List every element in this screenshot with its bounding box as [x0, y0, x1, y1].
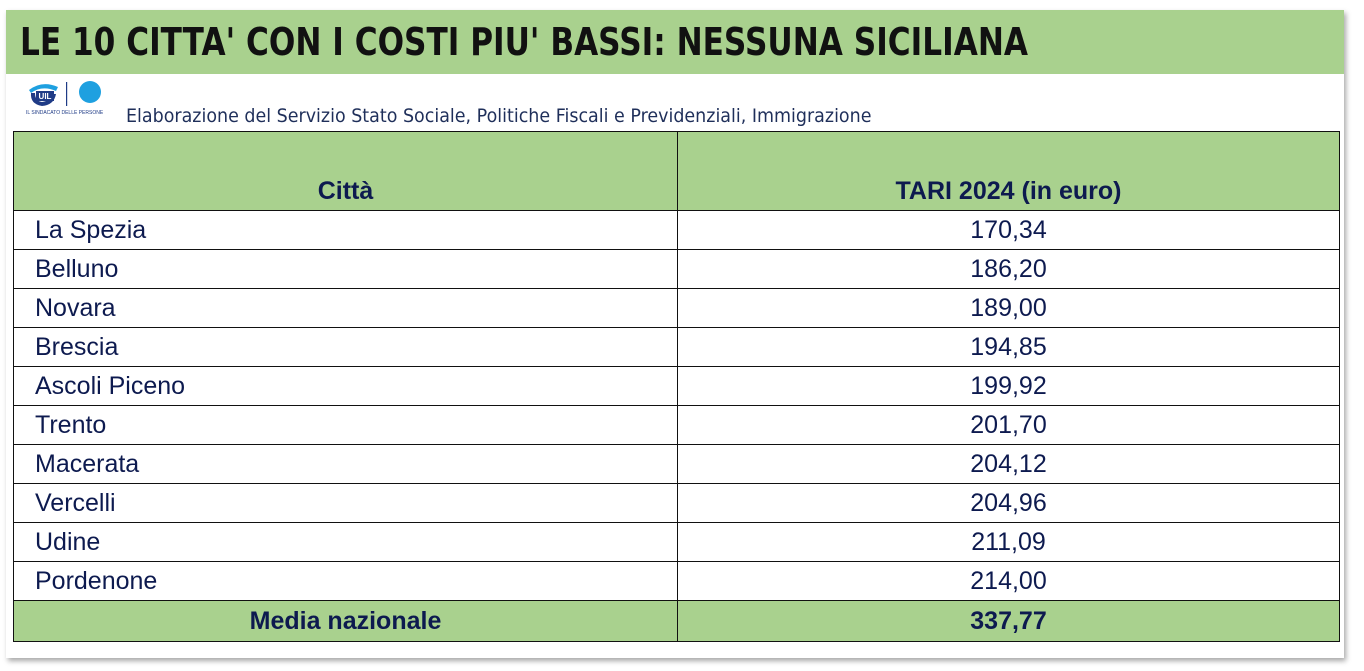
- table-header-row: [14, 132, 1340, 211]
- row-value: 199,92: [678, 367, 1340, 406]
- footer-value: 337,77: [678, 601, 1340, 642]
- row-value: 204,96: [678, 484, 1340, 523]
- row-value: 204,12: [678, 445, 1340, 484]
- row-city: La Spezia: [14, 211, 678, 250]
- row-city: Ascoli Piceno: [14, 367, 678, 406]
- header-tari: TARI 2024 (in euro): [678, 132, 1340, 211]
- uil-logo-icon: [26, 78, 116, 110]
- table-footer-row: [14, 601, 1340, 642]
- uil-logo: [26, 78, 116, 120]
- logo-caption: IL SINDACATO DELLE PERSONE: [26, 110, 104, 116]
- row-value: 189,00: [678, 289, 1340, 328]
- table-row: [14, 328, 1340, 367]
- header-city: Città: [14, 132, 678, 211]
- title-bar: [6, 10, 1344, 74]
- row-value: 214,00: [678, 562, 1340, 601]
- table-row: [14, 445, 1340, 484]
- table-row: [14, 562, 1340, 601]
- row-city: Belluno: [14, 250, 678, 289]
- row-value: 186,20: [678, 250, 1340, 289]
- infographic-card: [6, 10, 1344, 658]
- table-row: [14, 211, 1340, 250]
- row-city: Brescia: [14, 328, 678, 367]
- footer-label: Media nazionale: [14, 601, 678, 642]
- svg-text:UIL: UIL: [38, 92, 52, 101]
- table-row: [14, 406, 1340, 445]
- table-row: [14, 523, 1340, 562]
- row-city: Pordenone: [14, 562, 678, 601]
- row-value: 201,70: [678, 406, 1340, 445]
- row-city: Macerata: [14, 445, 678, 484]
- table-row: [14, 289, 1340, 328]
- tari-table: [13, 131, 1340, 642]
- row-value: 211,09: [678, 523, 1340, 562]
- row-city: Vercelli: [14, 484, 678, 523]
- page-title: LE 10 CITTA' CON I COSTI PIU' BASSI: NESSUNA SICILIANA: [20, 20, 1029, 64]
- row-value: 194,85: [678, 328, 1340, 367]
- subtitle: Elaborazione del Servizio Stato Sociale, Politiche Fiscali e Previdenziali, Immigrazione: [126, 105, 872, 127]
- table-row: [14, 367, 1340, 406]
- row-city: Trento: [14, 406, 678, 445]
- row-city: Udine: [14, 523, 678, 562]
- row-city: Novara: [14, 289, 678, 328]
- table-row: [14, 484, 1340, 523]
- table-row: [14, 250, 1340, 289]
- row-value: 170,34: [678, 211, 1340, 250]
